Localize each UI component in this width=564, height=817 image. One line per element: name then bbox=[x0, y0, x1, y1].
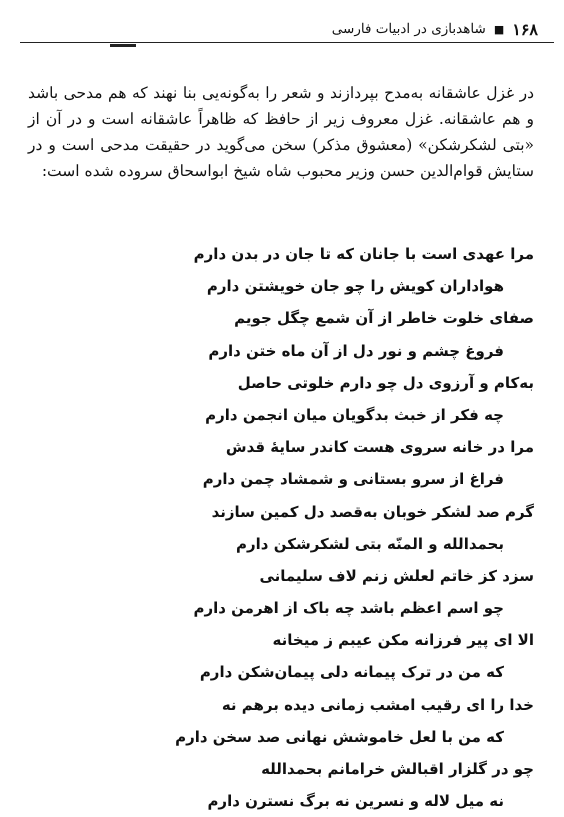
poem-hemistich: خدا را ای رقیب امشب زمانی دیده برهم نه bbox=[221, 695, 534, 714]
poem-hemistich: چو اسم اعظم باشد چه باک از اهرمن دارم bbox=[193, 599, 504, 618]
running-title: شاهدبازی در ادبیات فارسی bbox=[331, 21, 486, 37]
poem-hemistich: چه فکر از خبث بدگویان میان انجمن دارم bbox=[205, 405, 504, 424]
page-number: ۱۶۸ bbox=[512, 19, 538, 39]
header-rule bbox=[20, 42, 554, 43]
poem-hemistich: که من با لعل خاموشش نهانی صد سخن دارم bbox=[175, 727, 504, 746]
poem-hemistich: مرا در خانه سروی هست کاندر سایهٔ قدش bbox=[225, 438, 534, 457]
prose-paragraph: در غزل عاشقانه به‌مدح بپردازند و شعر را به‌گونه‌یی بنا نهند که هم مدحی باشد و هم عاشقانه. غزل معروف زیر از حافظ که ظاهراً عاشقانه است و در آن از «بتی لشکرشکن» (معشوق مذکر) سخن می‌گوید در حقیقت مدحی است و در ستایش قوام‌الدین حسن وزیر محبوب شاه شیخ ابواسحاق سروده شده است: bbox=[28, 84, 534, 180]
prose-block bbox=[28, 80, 534, 184]
poem bbox=[28, 238, 534, 817]
poem-hemistich: سزد کز خاتم لعلش زنم لاف سلیمانی bbox=[259, 566, 534, 585]
poem-hemistich: بحمدالله و المنّه بتی لشکرشکن دارم bbox=[236, 534, 504, 553]
poem-hemistich: مرا عهدی است با جانان که تا جان در بدن دارم bbox=[193, 245, 534, 263]
poem-hemistich: نه میل لاله و نسرین نه برگ نسترن دارم bbox=[207, 792, 504, 811]
poem-hemistich: الا ای پیر فرزانه مکن عیبم ز میخانه bbox=[272, 631, 534, 650]
poem-hemistich: که من در ترک پیمانه دلی پیمان‌شکن دارم bbox=[199, 663, 504, 682]
poem-hemistich: فروغ چشم و نور دل از آن ماه ختن دارم bbox=[208, 341, 504, 360]
poem-hemistich: هواداران کویش را چو جان خویشتن دارم bbox=[206, 277, 504, 296]
poem-hemistich: فراغ از سرو بستانی و شمشاد چمن دارم bbox=[202, 470, 504, 489]
poem-hemistich: صفای خلوت خاطر از آن شمع چگل جویم bbox=[234, 309, 534, 328]
poem-hemistich: گرم صد لشکر خوبان به‌قصد دل کمین سازند bbox=[211, 502, 534, 521]
square-bullet-icon: ■ bbox=[493, 22, 505, 36]
running-head bbox=[40, 14, 538, 44]
poem-hemistich: چو در گلزار اقبالش خرامانم بحمدالله bbox=[261, 760, 534, 778]
poem-hemistich: به‌کام و آرزوی دل چو دارم خلوتی حاصل bbox=[237, 373, 534, 392]
header-rule-accent bbox=[110, 44, 136, 47]
